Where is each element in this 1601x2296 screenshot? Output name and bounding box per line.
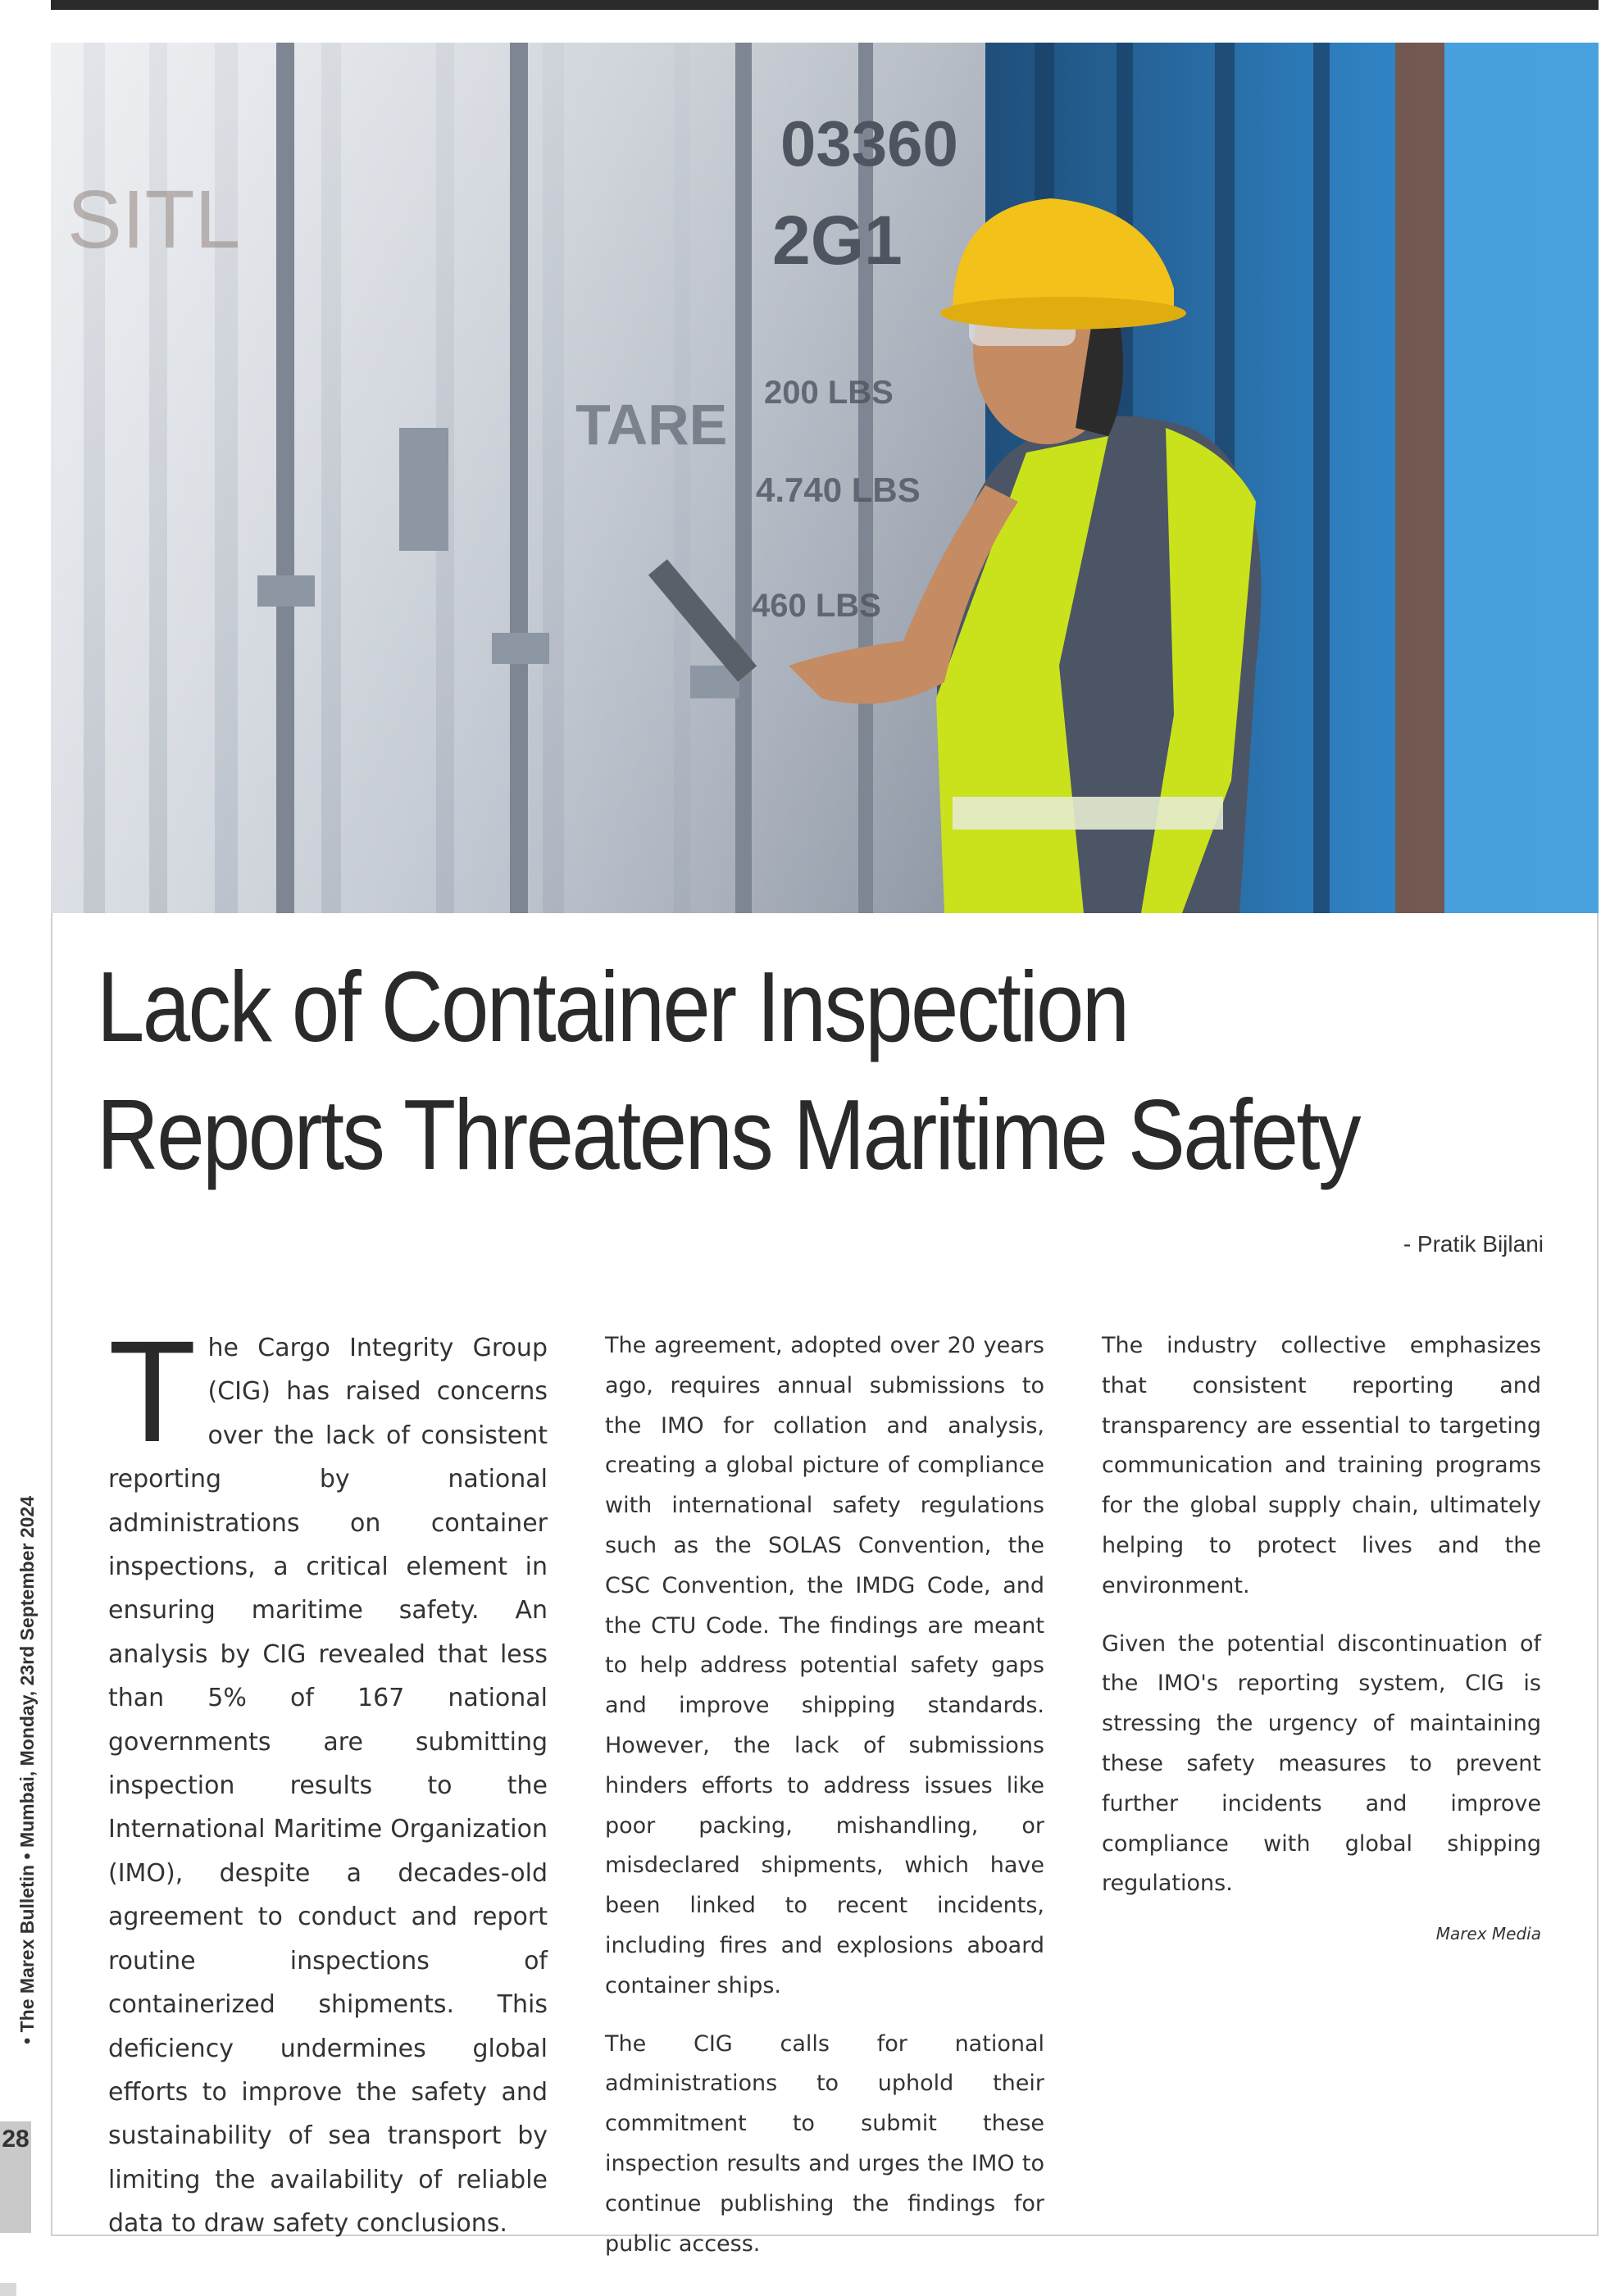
page-number: 28 [2,2126,30,2153]
spine-publication: The Marex Bulletin [16,1864,38,2033]
spine-bullet: • [16,2037,38,2044]
spine-location: Mumbai, Monday, 23rd September 2024 [16,1496,38,1848]
article-paragraph: Given the potential discontinuation of the IMO's reporting system, CIG is stressing the urgency of maintaining these safety measures to prevent further incidents and improve compliance with global shipping regulations. [1102,1630,1541,1897]
top-rule [51,0,1599,10]
marking-460lbs: 460 LBS [752,588,881,624]
article-column-2 [605,1326,1044,2282]
article-headline: Lack of Container Inspection Reports Threatens Maritime Safety [97,951,1359,1190]
article-byline: - Pratik Bijlani [1403,1231,1544,1257]
inspector-illustration [51,43,1599,913]
marking-03360: 03360 [780,107,958,180]
corner-tab [0,2283,16,2296]
article-paragraph: The industry collective emphasizes that consistent reporting and transparency are essential to targeting communication and training programs for the global supply chain, ultimately helping to protect lives and the environment. [1102,1333,1541,1598]
drop-cap: T [108,1312,197,1472]
article-column-3 [1102,1326,1541,1954]
marking-2g1: 2G1 [772,202,903,279]
marking-chalk: SITL [67,174,241,266]
article-column-1 [108,1312,548,2264]
marking-4740lbs: 4.740 LBS [756,471,921,509]
marking-tare: TARE [575,393,728,457]
marking-200lbs: 200 LBS [764,375,894,411]
paragraph-text: he Cargo Integrity Group (CIG) has raised concerns over the lack of consistent reporting by national administrations on container inspections, a critical element in ensuring maritime safety. An analysis by CIG revealed that less than 5% of 167 national governments are submitting inspection results to the International Maritime Organization (IMO), despite a decades-old agreement to conduct and report routine inspections of containerized shipments. This deficiency undermines global efforts to improve the safety and sustainability of sea transport by limiting the availability of reliable data to draw safety conclusions. [108,1334,548,2239]
spine-bullet: • [16,1853,38,1860]
article-paragraph [108,1312,548,2246]
article-paragraph: The agreement, adopted over 20 years ago, requires annual submissions to the IMO for collation and analysis, creating a global picture of compliance with international safety regulations such as the SOLAS Convention, the CSC Convention, the IMDG Code, and the CTU Code. The findings are meant to help address potential safety gaps and improve shipping standards. However, the lack of submissions hinders efforts to address issues like poor packing, mishandling, or misdeclared shipments, which have been linked to recent incidents, including fires and explosions aboard container ships. [605,1333,1044,1998]
article-paragraph: The CIG calls for national administrations to uphold their commitment to submit these inspection results and urges the IMO to continue publishing the findings for public access. [605,2030,1044,2257]
photo-credit: Marex Media [1435,1924,1541,1944]
hero-photo [51,43,1599,913]
spine-credit [17,1496,37,2119]
